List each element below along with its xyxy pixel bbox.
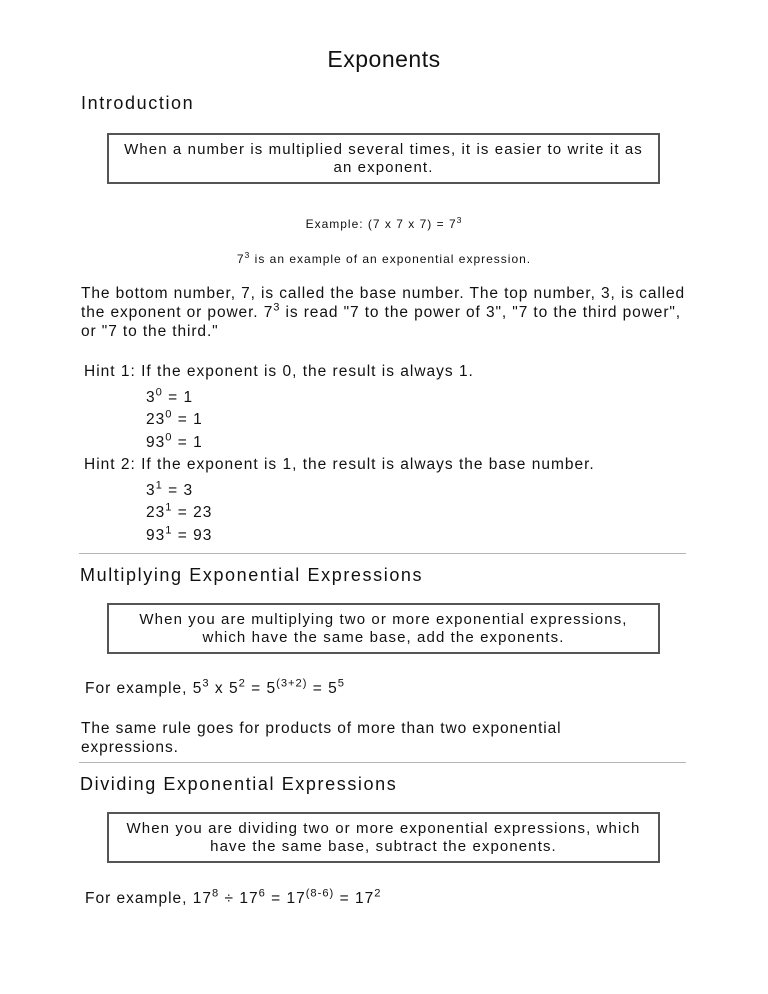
- hint-2-example: [146, 501, 213, 522]
- eq-result: = 1: [162, 389, 194, 406]
- dividing-heading: Dividing Exponential Expressions: [80, 774, 398, 794]
- eq-exponent: 0: [165, 431, 173, 444]
- eq-base: 23: [146, 411, 166, 428]
- dividing-example: [85, 887, 382, 908]
- intro-definition-box: [107, 133, 660, 184]
- eq-term: = 17: [334, 890, 375, 907]
- multiplying-rule-box: [107, 603, 660, 654]
- eq-base: 23: [146, 504, 166, 521]
- eq-exponent: 6: [258, 887, 266, 900]
- base-exponent-paragraph: [81, 284, 691, 341]
- hint-2-text: Hint 2: If the exponent is 1, the result is always the base number.: [84, 456, 595, 473]
- expression-line: [0, 249, 768, 266]
- eq-result: = 23: [172, 504, 213, 521]
- eq-result: = 3: [162, 482, 194, 499]
- example-prefix: For example, 5: [85, 680, 203, 697]
- eq-term: ÷ 17: [219, 890, 259, 907]
- expression-exponent: 3: [244, 249, 251, 260]
- page-title: Exponents: [327, 46, 441, 72]
- expression-text: is an example of an exponential expression.: [250, 252, 532, 266]
- example-label: Example: (7 x 7 x 7) = 7: [305, 217, 457, 231]
- hint-1-example: [146, 408, 203, 429]
- eq-base: 93: [146, 527, 166, 544]
- hint-1-example: [146, 386, 194, 407]
- introduction-heading: Introduction: [81, 93, 195, 113]
- eq-exponent: (3+2): [276, 677, 308, 690]
- eq-base: 3: [146, 389, 156, 406]
- eq-result: = 1: [172, 411, 203, 428]
- paragraph-part-2: is read "7 to the power of 3", "7 to the third power", or "7 to the third.": [81, 304, 681, 340]
- eq-base: 93: [146, 434, 166, 451]
- hint-2-example: [146, 524, 213, 545]
- eq-term: x 5: [209, 680, 239, 697]
- eq-exponent: 2: [238, 677, 246, 690]
- hint-1-example: [146, 431, 203, 452]
- eq-exponent: 1: [165, 524, 173, 537]
- eq-exponent: 5: [337, 677, 345, 690]
- example-exponent: 3: [456, 214, 463, 225]
- multiplying-rule-text: When you are multiplying two or more exponential expressions, which have the same base, add the exponents.: [139, 610, 628, 646]
- eq-exponent: 2: [374, 887, 382, 900]
- eq-exponent: 8: [212, 887, 220, 900]
- example-line: [0, 214, 768, 231]
- eq-term: = 17: [265, 890, 306, 907]
- eq-exponent: (8-6): [305, 887, 335, 900]
- hint-1-text: Hint 1: If the exponent is 0, the result is always 1.: [84, 363, 474, 380]
- multiplying-note: The same rule goes for products of more than two exponential expressions.: [81, 720, 562, 756]
- intro-definition-text: When a number is multiplied several times, it is easier to write it as an exponent.: [124, 140, 643, 176]
- eq-result: = 1: [172, 434, 203, 451]
- eq-term: = 5: [245, 680, 277, 697]
- section-divider: [79, 762, 686, 763]
- multiplying-example: [85, 677, 345, 698]
- multiplying-heading: Multiplying Exponential Expressions: [80, 565, 424, 585]
- eq-result: = 93: [172, 527, 213, 544]
- eq-exponent: 3: [202, 677, 210, 690]
- expression-base: 7: [236, 252, 245, 266]
- hint-2-example: [146, 479, 194, 500]
- eq-base: 3: [146, 482, 156, 499]
- example-prefix: For example, 17: [85, 890, 212, 907]
- eq-exponent: 1: [155, 479, 163, 492]
- section-divider: [79, 553, 686, 554]
- eq-term: = 5: [307, 680, 338, 697]
- eq-exponent: 1: [165, 501, 173, 514]
- dividing-rule-box: [107, 812, 660, 863]
- paragraph-part-1: The bottom number, 7, is called the base number. The top number, 3, is called the exponent or power. 7: [81, 285, 686, 321]
- dividing-rule-text: When you are dividing two or more exponential expressions, which have the same base, subtract the exponents.: [126, 819, 641, 855]
- eq-exponent: 0: [155, 386, 163, 399]
- paragraph-exponent: 3: [273, 301, 281, 314]
- eq-exponent: 0: [165, 408, 173, 421]
